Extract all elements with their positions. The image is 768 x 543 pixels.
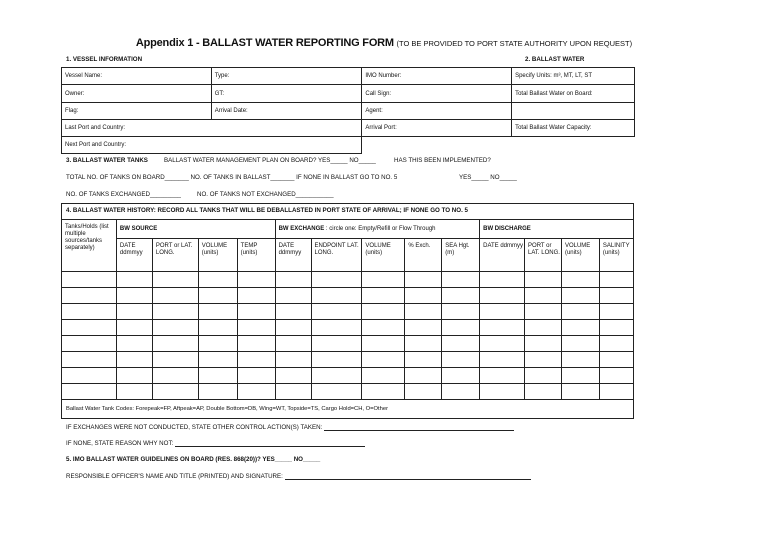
owner-field[interactable]: Owner: xyxy=(62,85,212,103)
ballast-history-table xyxy=(61,219,634,400)
history-cell[interactable] xyxy=(116,304,152,320)
bw-discharge-header: BW DISCHARGE xyxy=(480,220,634,239)
call-sign-field[interactable]: Call Sign: xyxy=(362,85,512,103)
form-title-main: Appendix 1 - BALLAST WATER REPORTING FORM xyxy=(135,37,394,49)
discharge-volume-header: VOLUME (units) xyxy=(561,239,599,272)
history-cell[interactable] xyxy=(62,368,117,384)
exchange-endpoint-header: ENDPOINT LAT. LONG. xyxy=(311,239,362,272)
form-title xyxy=(0,37,768,49)
history-cell[interactable] xyxy=(275,368,311,384)
flag-field[interactable]: Flag: xyxy=(62,103,212,120)
history-cell[interactable] xyxy=(311,304,362,320)
history-cell[interactable] xyxy=(362,368,405,384)
history-row xyxy=(62,368,634,384)
history-cell[interactable] xyxy=(198,288,237,304)
discharge-salinity-header: SALINITY (units) xyxy=(599,239,633,272)
history-cell[interactable] xyxy=(116,336,152,352)
exchange-volume-header: VOLUME (units) xyxy=(362,239,405,272)
history-cell[interactable] xyxy=(525,336,562,352)
history-cell[interactable] xyxy=(561,272,599,288)
history-cell[interactable] xyxy=(599,320,633,336)
tank-codes-note: Ballast Water Tank Codes: Forepeak=FP, Aftpeak=AP, Double Bottom=DB, Wing=WT, Topside=TS, Cargo Hold=CH, O=Other xyxy=(66,406,389,412)
bw-source-header: BW SOURCE xyxy=(116,220,275,239)
history-row xyxy=(62,272,634,288)
history-row xyxy=(62,288,634,304)
history-cell[interactable] xyxy=(237,288,275,304)
history-cell[interactable] xyxy=(442,368,480,384)
history-row xyxy=(62,352,634,368)
history-cell[interactable] xyxy=(561,320,599,336)
next-port-field[interactable]: Next Port and Country: xyxy=(62,137,362,154)
exchange-sea-header: SEA Hgt. (m) xyxy=(442,239,480,272)
history-cell[interactable] xyxy=(198,320,237,336)
history-cell[interactable] xyxy=(62,320,117,336)
gt-field[interactable]: GT: xyxy=(211,85,362,103)
plan-on-board-question: BALLAST WATER MANAGEMENT PLAN ON BOARD? YES_____ NO_____ xyxy=(164,157,376,164)
history-cell[interactable] xyxy=(480,320,525,336)
bw-exchange-header xyxy=(275,220,480,239)
last-port-field[interactable]: Last Port and Country: xyxy=(62,120,362,137)
history-cell[interactable] xyxy=(480,272,525,288)
imo-number-field[interactable]: IMO Number: xyxy=(362,68,512,85)
history-cell[interactable] xyxy=(198,384,237,400)
bw-exchange-title: BW EXCHANGE xyxy=(278,225,325,232)
history-cell[interactable] xyxy=(311,368,362,384)
history-row xyxy=(62,304,634,320)
history-cell[interactable] xyxy=(152,288,198,304)
history-cell[interactable] xyxy=(442,272,480,288)
history-cell[interactable] xyxy=(561,352,599,368)
history-cell[interactable] xyxy=(198,304,237,320)
source-temp-header: TEMP (units) xyxy=(237,239,275,272)
implemented-question: HAS THIS BEEN IMPLEMENTED? xyxy=(394,157,491,164)
history-cell[interactable] xyxy=(525,384,562,400)
history-cell[interactable] xyxy=(362,288,405,304)
history-cell[interactable] xyxy=(599,352,633,368)
history-cell[interactable] xyxy=(599,368,633,384)
history-cell[interactable] xyxy=(237,320,275,336)
history-cell[interactable] xyxy=(152,368,198,384)
history-cell[interactable] xyxy=(116,384,152,400)
section3-title: 3. BALLAST WATER TANKS xyxy=(66,157,148,164)
history-cell[interactable] xyxy=(116,352,152,368)
section1-heading: 1. VESSEL INFORMATION xyxy=(66,56,143,63)
history-cell[interactable] xyxy=(480,304,525,320)
history-cell[interactable] xyxy=(116,320,152,336)
specify-units-field[interactable]: Specify Units: m³, MT, LT, ST xyxy=(512,68,635,85)
history-cell[interactable] xyxy=(362,304,405,320)
history-cell[interactable] xyxy=(362,384,405,400)
form-title-sub: (TO BE PROVIDED TO PORT STATE AUTHORITY UPON REQUEST) xyxy=(396,39,633,48)
section4-heading: 4. BALLAST WATER HISTORY: RECORD ALL TANKS THAT WILL BE DEBALLASTED IN PORT STATE OF ARRIVAL; IF NONE GO TO NO. 5 xyxy=(66,207,468,214)
history-cell[interactable] xyxy=(237,336,275,352)
history-cell[interactable] xyxy=(116,288,152,304)
history-cell[interactable] xyxy=(152,384,198,400)
history-cell[interactable] xyxy=(442,336,480,352)
total-capacity-field[interactable]: Total Ballast Water Capacity: xyxy=(512,120,635,137)
ballast-blank-cell[interactable] xyxy=(512,103,635,120)
history-cell[interactable] xyxy=(480,368,525,384)
history-cell[interactable] xyxy=(237,272,275,288)
reason-input[interactable] xyxy=(175,440,365,447)
total-on-board-field[interactable]: Total Ballast Water on Board: xyxy=(512,85,635,103)
history-cell[interactable] xyxy=(525,304,562,320)
history-cell[interactable] xyxy=(62,384,117,400)
history-cell[interactable] xyxy=(311,272,362,288)
history-cell[interactable] xyxy=(116,368,152,384)
exchange-pct-header: % Exch. xyxy=(405,239,442,272)
history-cell[interactable] xyxy=(442,352,480,368)
history-cell[interactable] xyxy=(362,320,405,336)
history-cell[interactable] xyxy=(525,368,562,384)
history-cell[interactable] xyxy=(480,288,525,304)
discharge-date-header: DATE ddmmyy xyxy=(480,239,525,272)
history-cell[interactable] xyxy=(480,336,525,352)
history-cell[interactable] xyxy=(237,304,275,320)
history-cell[interactable] xyxy=(442,304,480,320)
history-cell[interactable] xyxy=(442,288,480,304)
history-row xyxy=(62,320,634,336)
history-cell[interactable] xyxy=(405,272,442,288)
responsible-officer-label: RESPONSIBLE OFFICER'S NAME AND TITLE (PRINTED) AND SIGNATURE: xyxy=(66,473,283,480)
source-volume-header: VOLUME (units) xyxy=(198,239,237,272)
exchanges-not-conducted-label: IF EXCHANGES WERE NOT CONDUCTED, STATE OTHER CONTROL ACTION(S) TAKEN: xyxy=(66,424,323,431)
arrival-port-field[interactable]: Arrival Port: xyxy=(362,120,512,137)
history-cell[interactable] xyxy=(311,336,362,352)
arrival-date-field[interactable]: Arrival Date: xyxy=(211,103,362,120)
history-cell[interactable] xyxy=(480,352,525,368)
history-cell[interactable] xyxy=(152,304,198,320)
history-cell[interactable] xyxy=(525,272,562,288)
history-cell[interactable] xyxy=(599,384,633,400)
history-cell[interactable] xyxy=(561,288,599,304)
history-cell[interactable] xyxy=(311,288,362,304)
history-cell[interactable] xyxy=(405,304,442,320)
history-cell[interactable] xyxy=(405,336,442,352)
history-cell[interactable] xyxy=(525,288,562,304)
history-cell[interactable] xyxy=(152,320,198,336)
history-cell[interactable] xyxy=(405,320,442,336)
tanks-not-exchanged-line: NO. OF TANKS NOT EXCHANGED___________ xyxy=(197,191,334,198)
history-cell[interactable] xyxy=(237,352,275,368)
history-cell[interactable] xyxy=(198,336,237,352)
history-cell[interactable] xyxy=(362,272,405,288)
history-cell[interactable] xyxy=(525,320,562,336)
history-cell[interactable] xyxy=(62,336,117,352)
history-cell[interactable] xyxy=(62,352,117,368)
history-cell[interactable] xyxy=(116,272,152,288)
exchanges-not-conducted-line xyxy=(66,424,514,431)
history-cell[interactable] xyxy=(561,304,599,320)
history-cell[interactable] xyxy=(405,288,442,304)
history-cell[interactable] xyxy=(62,304,117,320)
history-cell[interactable] xyxy=(275,336,311,352)
history-cell[interactable] xyxy=(152,272,198,288)
history-cell[interactable] xyxy=(275,304,311,320)
history-cell[interactable] xyxy=(561,336,599,352)
history-cell[interactable] xyxy=(561,368,599,384)
type-field[interactable]: Type: xyxy=(211,68,362,85)
tanks-holds-header: Tanks/Holds (list multiple sources/tanks separately) xyxy=(62,220,117,272)
history-cell[interactable] xyxy=(561,384,599,400)
history-cell[interactable] xyxy=(599,288,633,304)
history-row xyxy=(62,384,634,400)
history-cell[interactable] xyxy=(237,368,275,384)
vessel-info-table xyxy=(61,67,635,154)
history-cell[interactable] xyxy=(152,336,198,352)
history-cell[interactable] xyxy=(275,288,311,304)
history-cell[interactable] xyxy=(599,336,633,352)
history-row xyxy=(62,336,634,352)
section2-heading: 2. BALLAST WATER xyxy=(525,56,585,63)
history-cell[interactable] xyxy=(275,384,311,400)
history-cell[interactable] xyxy=(480,384,525,400)
bw-exchange-note: : circle one: Empty/Refill or Flow Through xyxy=(325,225,436,232)
history-cell[interactable] xyxy=(311,320,362,336)
history-cell[interactable] xyxy=(405,352,442,368)
history-cell[interactable] xyxy=(599,304,633,320)
history-cell[interactable] xyxy=(311,384,362,400)
history-cell[interactable] xyxy=(198,352,237,368)
agent-field[interactable]: Agent: xyxy=(362,103,512,120)
section5-line: 5. IMO BALLAST WATER GUIDELINES ON BOARD (RES. 868(20))? YES_____ NO_____ xyxy=(66,456,321,463)
history-cell[interactable] xyxy=(442,320,480,336)
signature-input[interactable] xyxy=(285,473,531,480)
history-cell[interactable] xyxy=(442,384,480,400)
history-cell[interactable] xyxy=(525,352,562,368)
history-cell[interactable] xyxy=(362,352,405,368)
history-cell[interactable] xyxy=(237,384,275,400)
tanks-exchanged-line: NO. OF TANKS EXCHANGED_________ xyxy=(66,191,181,198)
ballast-yes-no: YES_____ NO_____ xyxy=(459,174,517,181)
history-cell[interactable] xyxy=(275,320,311,336)
history-cell[interactable] xyxy=(62,272,117,288)
reason-line xyxy=(66,440,365,447)
history-cell[interactable] xyxy=(275,272,311,288)
other-action-input[interactable] xyxy=(324,424,514,431)
vessel-name-field[interactable]: Vessel Name: xyxy=(62,68,212,85)
history-cell[interactable] xyxy=(405,368,442,384)
history-cell[interactable] xyxy=(198,368,237,384)
history-cell[interactable] xyxy=(405,384,442,400)
source-port-header: PORT or LAT. LONG. xyxy=(152,239,198,272)
responsible-officer-line xyxy=(66,473,531,480)
history-cell[interactable] xyxy=(362,336,405,352)
history-cell[interactable] xyxy=(311,352,362,368)
history-cell[interactable] xyxy=(599,272,633,288)
history-cell[interactable] xyxy=(198,272,237,288)
total-tanks-line: TOTAL NO. OF TANKS ON BOARD_______ NO. OF TANKS IN BALLAST_______ IF NONE IN BALLAST GO TO NO. 5 xyxy=(66,174,398,181)
discharge-port-header: PORT or LAT. LONG. xyxy=(525,239,562,272)
history-cell[interactable] xyxy=(152,352,198,368)
section3-heading xyxy=(66,157,148,164)
history-cell[interactable] xyxy=(62,288,117,304)
source-date-header: DATE ddmmyy xyxy=(116,239,152,272)
history-cell[interactable] xyxy=(275,352,311,368)
exchange-date-header: DATE ddmmyy xyxy=(275,239,311,272)
reason-label: IF NONE, STATE REASON WHY NOT: xyxy=(66,440,174,447)
